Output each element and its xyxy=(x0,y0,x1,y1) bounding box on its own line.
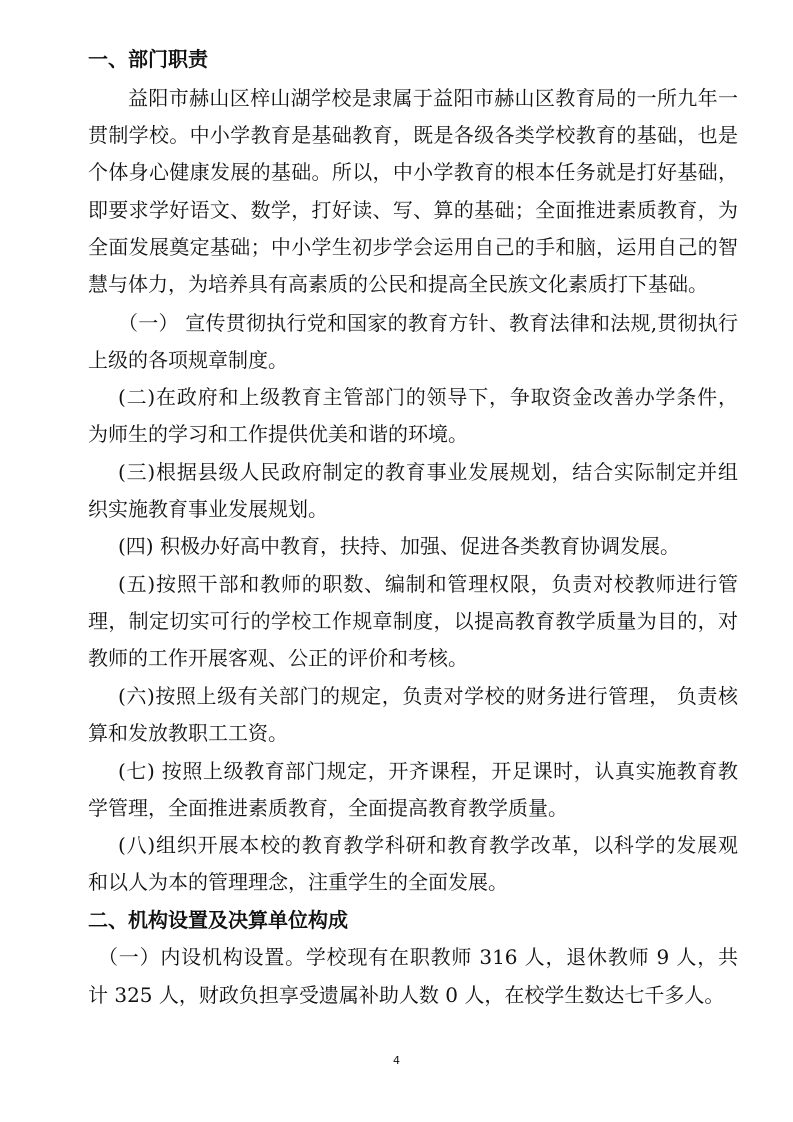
paragraph-line: 理，制定切实可行的学校工作规章制度，以提高教育教学质量为目的，对 xyxy=(88,609,738,633)
paragraph-line: 益阳市赫山区梓山湖学校是隶属于益阳市赫山区教育局的一所九年一 xyxy=(128,86,738,110)
paragraph-line: 算和发放教职工工资。 xyxy=(88,721,288,745)
paragraph-line: 织实施教育事业发展规划。 xyxy=(88,497,328,521)
paragraph-line: 上级的各项规章制度。 xyxy=(88,348,288,372)
paragraph-line: (二)在政府和上级教育主管部门的领导下，争取资金改善办学条件， xyxy=(118,385,738,409)
paragraph-line: 学管理，全面推进素质教育，全面提高教育教学质量。 xyxy=(88,796,568,820)
paragraph-line: (三)根据县级人民政府制定的教育事业发展规划，结合实际制定并组 xyxy=(118,460,738,484)
section-1-heading: 一、部门职责 xyxy=(88,47,208,71)
page-number: 4 xyxy=(393,1054,400,1067)
paragraph-line: (七) 按照上级教育部门规定，开齐课程，开足课时，认真实施教育教 xyxy=(118,759,738,783)
paragraph-line: 个体身心健康发展的基础。所以，中小学教育的根本任务就是打好基础， xyxy=(88,160,738,184)
paragraph-line: (八)组织开展本校的教育教学科研和教育教学改革，以科学的发展观 xyxy=(118,833,738,857)
paragraph-line: (四) 积极办好高中教育，扶持、加强、促进各类教育协调发展。 xyxy=(118,534,680,558)
section-2-heading: 二、机构设置及决算单位构成 xyxy=(88,908,348,932)
paragraph-line: （一）内设机构设置。学校现有在职教师 316 人，退休教师 9 人，共 xyxy=(98,945,738,969)
paragraph-line: 慧与体力，为培养具有高素质的公民和提高全民族文化素质打下基础。 xyxy=(88,272,708,296)
paragraph-line: 计 325 人，财政负担享受遗属补助人数 0 人，在校学生数达七千多人。 xyxy=(88,983,725,1007)
paragraph-line: 贯制学校。中小学教育是基础教育，既是各级各类学校教育的基础，也是 xyxy=(88,123,738,147)
paragraph-line: 为师生的学习和工作提供优美和谐的环境。 xyxy=(88,422,468,446)
paragraph-line: 即要求学好语文、数学，打好读、写、算的基础；全面推进素质教育，为 xyxy=(88,198,738,222)
paragraph-line: 全面发展奠定基础；中小学生初步学会运用自己的手和脑，运用自己的智 xyxy=(88,235,738,259)
paragraph-line: (五)按照干部和教师的职数、编制和管理权限，负责对校教师进行管 xyxy=(118,572,738,596)
paragraph-line: 教师的工作开展客观、公正的评价和考核。 xyxy=(88,646,468,670)
paragraph-line: 和以人为本的管理理念，注重学生的全面发展。 xyxy=(88,870,508,894)
paragraph-line: (六)按照上级有关部门的规定，负责对学校的财务进行管理， 负责核 xyxy=(118,684,738,708)
paragraph-line: （一） 宣传贯彻执行党和国家的教育方针、教育法律和法规,贯彻执行 xyxy=(118,311,738,335)
